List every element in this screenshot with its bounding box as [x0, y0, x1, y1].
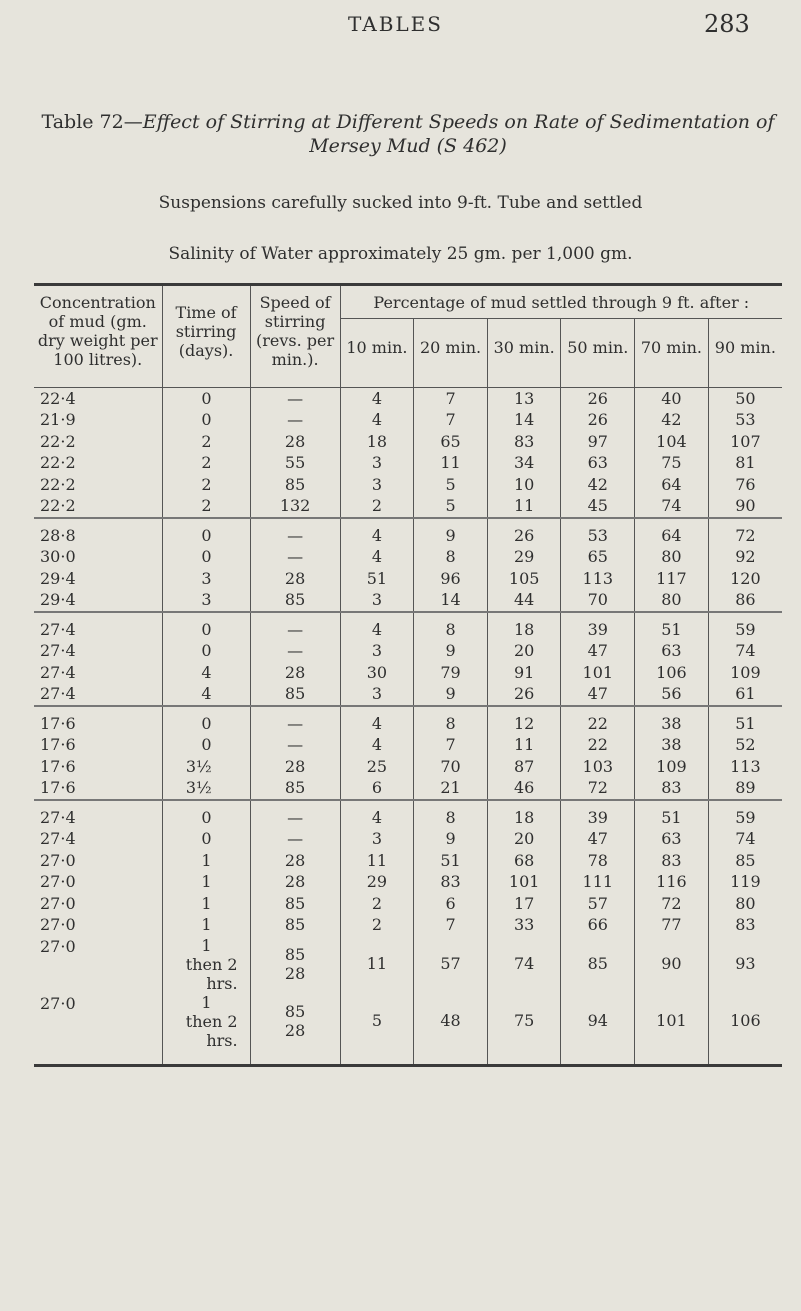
percentage-cell: 119 — [708, 871, 782, 893]
percentage-cell: 4 — [340, 546, 414, 568]
percentage-cell: 101 — [561, 662, 635, 684]
percentage-cell: 50 — [708, 387, 782, 409]
percentage-cell: 52 — [708, 734, 782, 756]
speed-then: 28 — [284, 1021, 306, 1040]
percentage-cell: 104 — [635, 431, 709, 453]
percentage-cell: 2 — [340, 914, 414, 936]
time-then: then 2 hrs. — [185, 1011, 238, 1050]
time-cell: 0 — [162, 713, 250, 735]
percentage-cell: 77 — [635, 914, 709, 936]
percentage-cell: 26 — [487, 525, 561, 547]
percentage-cell: 87 — [487, 756, 561, 778]
subtitle-method: Suspensions carefully sucked into 9-ft. Tube and settled — [158, 193, 643, 213]
time-cell: 2 — [162, 495, 250, 518]
percentage-cell: 65 — [561, 546, 635, 568]
table-row — [34, 756, 782, 778]
time-cell: 3 — [162, 589, 250, 612]
time-cell: 0 — [162, 640, 250, 662]
percentage-cell: 14 — [414, 589, 488, 612]
header-minute-0: 10 min. — [340, 319, 414, 377]
percentage-cell: 51 — [414, 850, 488, 872]
percentage-cell: 120 — [708, 568, 782, 590]
percentage-cell: 34 — [487, 452, 561, 474]
table-row — [34, 893, 782, 915]
percentage-cell: 5 — [414, 495, 488, 518]
concentration-cell: 22·2 — [40, 474, 76, 494]
percentage-cell: 116 — [635, 871, 709, 893]
speed-cell: 132 — [250, 495, 340, 518]
percentage-cell: 3 — [340, 683, 414, 706]
percentage-cell: 21 — [414, 777, 488, 800]
table-row — [34, 850, 782, 872]
table-row — [34, 589, 782, 612]
concentration-cell: 27·4 — [40, 684, 76, 703]
time-cell: 2 — [162, 452, 250, 474]
table-row — [34, 640, 782, 662]
percentage-cell: 47 — [561, 683, 635, 706]
percentage-cell: 4 — [340, 807, 414, 829]
time-cell: 4 — [162, 683, 250, 706]
percentage-cell: 80 — [635, 546, 709, 568]
percentage-cell: 89 — [708, 777, 782, 800]
percentage-cell: 74 — [635, 495, 709, 518]
percentage-cell: 39 — [561, 807, 635, 829]
time-cell: 1 — [162, 893, 250, 915]
sedimentation-table — [34, 286, 782, 1064]
speed-cell: — — [250, 387, 340, 409]
table-body — [34, 387, 782, 1064]
speed-cell: 85 — [250, 777, 340, 800]
speed-then: 28 — [284, 964, 306, 983]
percentage-cell: 111 — [561, 871, 635, 893]
percentage-cell: 47 — [561, 828, 635, 850]
percentage-cell: 94 — [561, 993, 635, 1050]
percentage-cell: 9 — [414, 640, 488, 662]
speed-cell: 85 — [250, 893, 340, 915]
percentage-cell: 11 — [340, 936, 414, 993]
percentage-cell: 4 — [340, 713, 414, 735]
percentage-cell: 103 — [561, 756, 635, 778]
table-title — [28, 110, 788, 158]
percentage-cell: 85 — [708, 850, 782, 872]
concentration-cell: 28·8 — [40, 525, 76, 545]
percentage-cell: 8 — [414, 619, 488, 641]
header-minute-1: 20 min. — [414, 319, 488, 377]
percentage-cell: 63 — [635, 640, 709, 662]
percentage-cell: 40 — [635, 387, 709, 409]
concentration-cell: 27·0 — [40, 993, 76, 1013]
percentage-cell: 76 — [708, 474, 782, 496]
speed-cell: 28 — [250, 756, 340, 778]
percentage-cell: 109 — [708, 662, 782, 684]
percentage-cell: 26 — [561, 409, 635, 431]
table-row — [34, 474, 782, 496]
speed-cell: — — [250, 640, 340, 662]
time-cell — [162, 993, 250, 1050]
percentage-cell: 3 — [340, 589, 414, 612]
percentage-cell: 11 — [487, 495, 561, 518]
concentration-cell: 17·6 — [40, 778, 76, 797]
percentage-cell: 91 — [487, 662, 561, 684]
percentage-cell: 26 — [487, 683, 561, 706]
percentage-cell: 79 — [414, 662, 488, 684]
percentage-cell: 63 — [635, 828, 709, 850]
percentage-cell: 75 — [487, 993, 561, 1050]
percentage-cell: 101 — [487, 871, 561, 893]
percentage-cell: 74 — [708, 828, 782, 850]
percentage-cell: 14 — [487, 409, 561, 431]
header-speed: Speed of stirring (revs. per min.). — [250, 286, 340, 377]
concentration-cell: 27·4 — [40, 662, 76, 682]
table-row — [34, 871, 782, 893]
concentration-cell: 27·0 — [40, 936, 76, 956]
percentage-cell: 42 — [635, 409, 709, 431]
percentage-cell: 22 — [561, 734, 635, 756]
percentage-cell: 3 — [340, 452, 414, 474]
percentage-cell: 11 — [414, 452, 488, 474]
table-row — [34, 546, 782, 568]
percentage-cell: 10 — [487, 474, 561, 496]
speed-cell: 85 — [250, 683, 340, 706]
percentage-cell: 9 — [414, 683, 488, 706]
data-table-wrapper — [34, 283, 782, 1067]
table-row — [34, 734, 782, 756]
concentration-cell: 22·2 — [40, 453, 76, 472]
running-title: TABLES — [348, 12, 443, 36]
percentage-cell: 78 — [561, 850, 635, 872]
percentage-cell: 92 — [708, 546, 782, 568]
percentage-cell: 59 — [708, 619, 782, 641]
percentage-cell: 70 — [414, 756, 488, 778]
header-minute-5: 90 min. — [708, 319, 782, 377]
speed-cell: 85 — [250, 474, 340, 496]
time-first: 1 — [201, 935, 212, 955]
concentration-cell: 27·4 — [40, 641, 76, 660]
speed-cell: 28 — [250, 431, 340, 453]
percentage-cell: 53 — [708, 409, 782, 431]
header-minute-3: 50 min. — [561, 319, 635, 377]
percentage-cell: 12 — [487, 713, 561, 735]
percentage-cell: 18 — [487, 807, 561, 829]
percentage-cell: 47 — [561, 640, 635, 662]
concentration-cell: 27·0 — [40, 872, 76, 891]
percentage-cell: 109 — [635, 756, 709, 778]
percentage-cell: 42 — [561, 474, 635, 496]
time-cell: 3 — [162, 568, 250, 590]
table-row-split — [34, 936, 782, 993]
page-number: 283 — [704, 10, 750, 38]
concentration-cell: 17·6 — [40, 713, 76, 733]
table-row — [34, 619, 782, 641]
percentage-cell: 51 — [708, 713, 782, 735]
percentage-cell: 3 — [340, 640, 414, 662]
subtitle-salinity: Salinity of Water approximately 25 gm. per 1,000 gm. — [168, 244, 633, 264]
table-row — [34, 452, 782, 474]
percentage-cell: 17 — [487, 893, 561, 915]
percentage-cell: 29 — [487, 546, 561, 568]
percentage-cell: 2 — [340, 495, 414, 518]
percentage-cell: 101 — [635, 993, 709, 1050]
percentage-cell: 93 — [708, 936, 782, 993]
percentage-cell: 83 — [635, 777, 709, 800]
time-then: then 2 hrs. — [185, 954, 238, 993]
concentration-cell: 17·6 — [40, 756, 76, 776]
concentration-cell: 29·4 — [40, 568, 76, 588]
percentage-cell: 66 — [561, 914, 635, 936]
concentration-cell: 27·4 — [40, 807, 76, 827]
concentration-cell: 27·0 — [40, 850, 76, 870]
percentage-cell: 45 — [561, 495, 635, 518]
percentage-cell: 4 — [340, 409, 414, 431]
concentration-cell: 27·0 — [40, 915, 76, 934]
table-row — [34, 713, 782, 735]
percentage-cell: 113 — [561, 568, 635, 590]
time-cell: 1 — [162, 871, 250, 893]
table-row — [34, 683, 782, 706]
time-cell: 0 — [162, 525, 250, 547]
table-row — [34, 807, 782, 829]
table-row-split — [34, 993, 782, 1050]
time-cell: 1 — [162, 914, 250, 936]
time-cell: 0 — [162, 734, 250, 756]
table-bottom-rule — [34, 1064, 782, 1067]
percentage-cell: 29 — [340, 871, 414, 893]
percentage-cell: 51 — [340, 568, 414, 590]
percentage-cell: 64 — [635, 474, 709, 496]
percentage-cell: 4 — [340, 734, 414, 756]
percentage-cell: 7 — [414, 409, 488, 431]
concentration-cell: 22·2 — [40, 496, 76, 515]
percentage-cell: 18 — [487, 619, 561, 641]
speed-cell: — — [250, 734, 340, 756]
percentage-cell: 81 — [708, 452, 782, 474]
percentage-cell: 9 — [414, 828, 488, 850]
percentage-cell: 51 — [635, 807, 709, 829]
percentage-cell: 3 — [340, 474, 414, 496]
concentration-cell: 27·0 — [40, 893, 76, 913]
concentration-cell: 21·9 — [40, 410, 76, 429]
speed-cell: 28 — [250, 850, 340, 872]
percentage-cell: 68 — [487, 850, 561, 872]
percentage-cell: 39 — [561, 619, 635, 641]
speed-cell: — — [250, 525, 340, 547]
percentage-cell: 46 — [487, 777, 561, 800]
table-row — [34, 828, 782, 850]
percentage-cell: 4 — [340, 387, 414, 409]
time-cell: 0 — [162, 387, 250, 409]
speed-cell: 28 — [250, 662, 340, 684]
percentage-cell: 6 — [340, 777, 414, 800]
speed-cell: — — [250, 828, 340, 850]
percentage-cell: 4 — [340, 525, 414, 547]
percentage-cell: 33 — [487, 914, 561, 936]
percentage-cell: 113 — [708, 756, 782, 778]
percentage-cell: 38 — [635, 713, 709, 735]
percentage-cell: 61 — [708, 683, 782, 706]
percentage-cell: 7 — [414, 914, 488, 936]
concentration-cell: 29·4 — [40, 590, 76, 609]
table-row — [34, 495, 782, 518]
percentage-cell: 3 — [340, 828, 414, 850]
percentage-cell: 97 — [561, 431, 635, 453]
table-caption: Effect of Stirring at Different Speeds on Rate of Sedimentation of Mersey Mud (S 462) — [142, 111, 775, 157]
percentage-cell: 8 — [414, 546, 488, 568]
percentage-cell: 5 — [414, 474, 488, 496]
percentage-cell: 75 — [635, 452, 709, 474]
table-row — [34, 914, 782, 936]
speed-cell: — — [250, 546, 340, 568]
percentage-cell: 107 — [708, 431, 782, 453]
time-cell: 0 — [162, 409, 250, 431]
concentration-cell: 22·2 — [40, 431, 76, 451]
percentage-cell: 74 — [487, 936, 561, 993]
percentage-cell: 64 — [635, 525, 709, 547]
speed-cell: — — [250, 713, 340, 735]
header-time: Time of stirring (days). — [162, 286, 250, 377]
time-cell — [162, 936, 250, 993]
time-cell: 0 — [162, 828, 250, 850]
percentage-cell: 51 — [635, 619, 709, 641]
concentration-cell: 27·4 — [40, 829, 76, 848]
percentage-cell: 8 — [414, 713, 488, 735]
speed-first: 85 — [284, 1002, 306, 1021]
speed-cell: — — [250, 619, 340, 641]
percentage-cell: 72 — [635, 893, 709, 915]
time-cell: 0 — [162, 546, 250, 568]
percentage-cell: 2 — [340, 893, 414, 915]
time-cell: 2 — [162, 431, 250, 453]
percentage-cell: 83 — [487, 431, 561, 453]
speed-cell: 28 — [250, 871, 340, 893]
table-row — [34, 387, 782, 409]
percentage-cell: 9 — [414, 525, 488, 547]
concentration-cell: 30·0 — [40, 547, 76, 566]
percentage-cell: 56 — [635, 683, 709, 706]
percentage-cell: 38 — [635, 734, 709, 756]
speed-first: 85 — [284, 945, 306, 964]
percentage-cell: 96 — [414, 568, 488, 590]
percentage-cell: 53 — [561, 525, 635, 547]
percentage-cell: 11 — [340, 850, 414, 872]
percentage-cell: 59 — [708, 807, 782, 829]
percentage-cell: 57 — [414, 936, 488, 993]
percentage-cell: 20 — [487, 640, 561, 662]
percentage-cell: 6 — [414, 893, 488, 915]
percentage-cell: 65 — [414, 431, 488, 453]
percentage-cell: 11 — [487, 734, 561, 756]
percentage-cell: 85 — [561, 936, 635, 993]
time-cell: 0 — [162, 619, 250, 641]
time-cell: 3½ — [162, 777, 250, 800]
time-cell: 3½ — [162, 756, 250, 778]
percentage-cell: 105 — [487, 568, 561, 590]
table-row — [34, 777, 782, 800]
percentage-cell: 72 — [561, 777, 635, 800]
percentage-cell: 83 — [414, 871, 488, 893]
percentage-cell: 83 — [708, 914, 782, 936]
table-row — [34, 409, 782, 431]
percentage-cell: 7 — [414, 734, 488, 756]
speed-cell: 85 — [250, 589, 340, 612]
header-minute-2: 30 min. — [487, 319, 561, 377]
table-row — [34, 525, 782, 547]
percentage-cell: 80 — [635, 589, 709, 612]
table-row — [34, 431, 782, 453]
header-concentration: Concentration of mud (gm. dry weight per 100 litres). — [37, 293, 158, 370]
time-first: 1 — [201, 992, 212, 1012]
time-cell: 1 — [162, 850, 250, 872]
percentage-cell: 106 — [635, 662, 709, 684]
speed-cell: — — [250, 807, 340, 829]
header-percentage: Percentage of mud settled through 9 ft. after : — [340, 286, 782, 319]
percentage-cell: 20 — [487, 828, 561, 850]
time-cell: 0 — [162, 807, 250, 829]
percentage-cell: 4 — [340, 619, 414, 641]
time-cell: 2 — [162, 474, 250, 496]
concentration-cell: 17·6 — [40, 735, 76, 754]
percentage-cell: 86 — [708, 589, 782, 612]
table-row — [34, 662, 782, 684]
table-label: Table 72— — [41, 111, 143, 133]
percentage-cell: 5 — [340, 993, 414, 1050]
speed-cell: 55 — [250, 452, 340, 474]
percentage-cell: 90 — [708, 495, 782, 518]
percentage-cell: 22 — [561, 713, 635, 735]
concentration-cell: 27·4 — [40, 619, 76, 639]
percentage-cell: 83 — [635, 850, 709, 872]
speed-cell — [250, 936, 340, 993]
time-cell: 4 — [162, 662, 250, 684]
speed-cell: — — [250, 409, 340, 431]
percentage-cell: 106 — [708, 993, 782, 1050]
percentage-cell: 7 — [414, 387, 488, 409]
speed-cell: 85 — [250, 914, 340, 936]
percentage-cell: 57 — [561, 893, 635, 915]
percentage-cell: 90 — [635, 936, 709, 993]
percentage-cell: 8 — [414, 807, 488, 829]
percentage-cell: 72 — [708, 525, 782, 547]
percentage-cell: 18 — [340, 431, 414, 453]
speed-cell — [250, 993, 340, 1050]
percentage-cell: 26 — [561, 387, 635, 409]
percentage-cell: 70 — [561, 589, 635, 612]
percentage-cell: 117 — [635, 568, 709, 590]
concentration-cell: 22·4 — [40, 388, 76, 408]
speed-cell: 28 — [250, 568, 340, 590]
percentage-cell: 48 — [414, 993, 488, 1050]
header-minute-4: 70 min. — [635, 319, 709, 377]
percentage-cell: 25 — [340, 756, 414, 778]
percentage-cell: 74 — [708, 640, 782, 662]
percentage-cell: 30 — [340, 662, 414, 684]
percentage-cell: 63 — [561, 452, 635, 474]
percentage-cell: 44 — [487, 589, 561, 612]
percentage-cell: 80 — [708, 893, 782, 915]
percentage-cell: 13 — [487, 387, 561, 409]
table-row — [34, 568, 782, 590]
